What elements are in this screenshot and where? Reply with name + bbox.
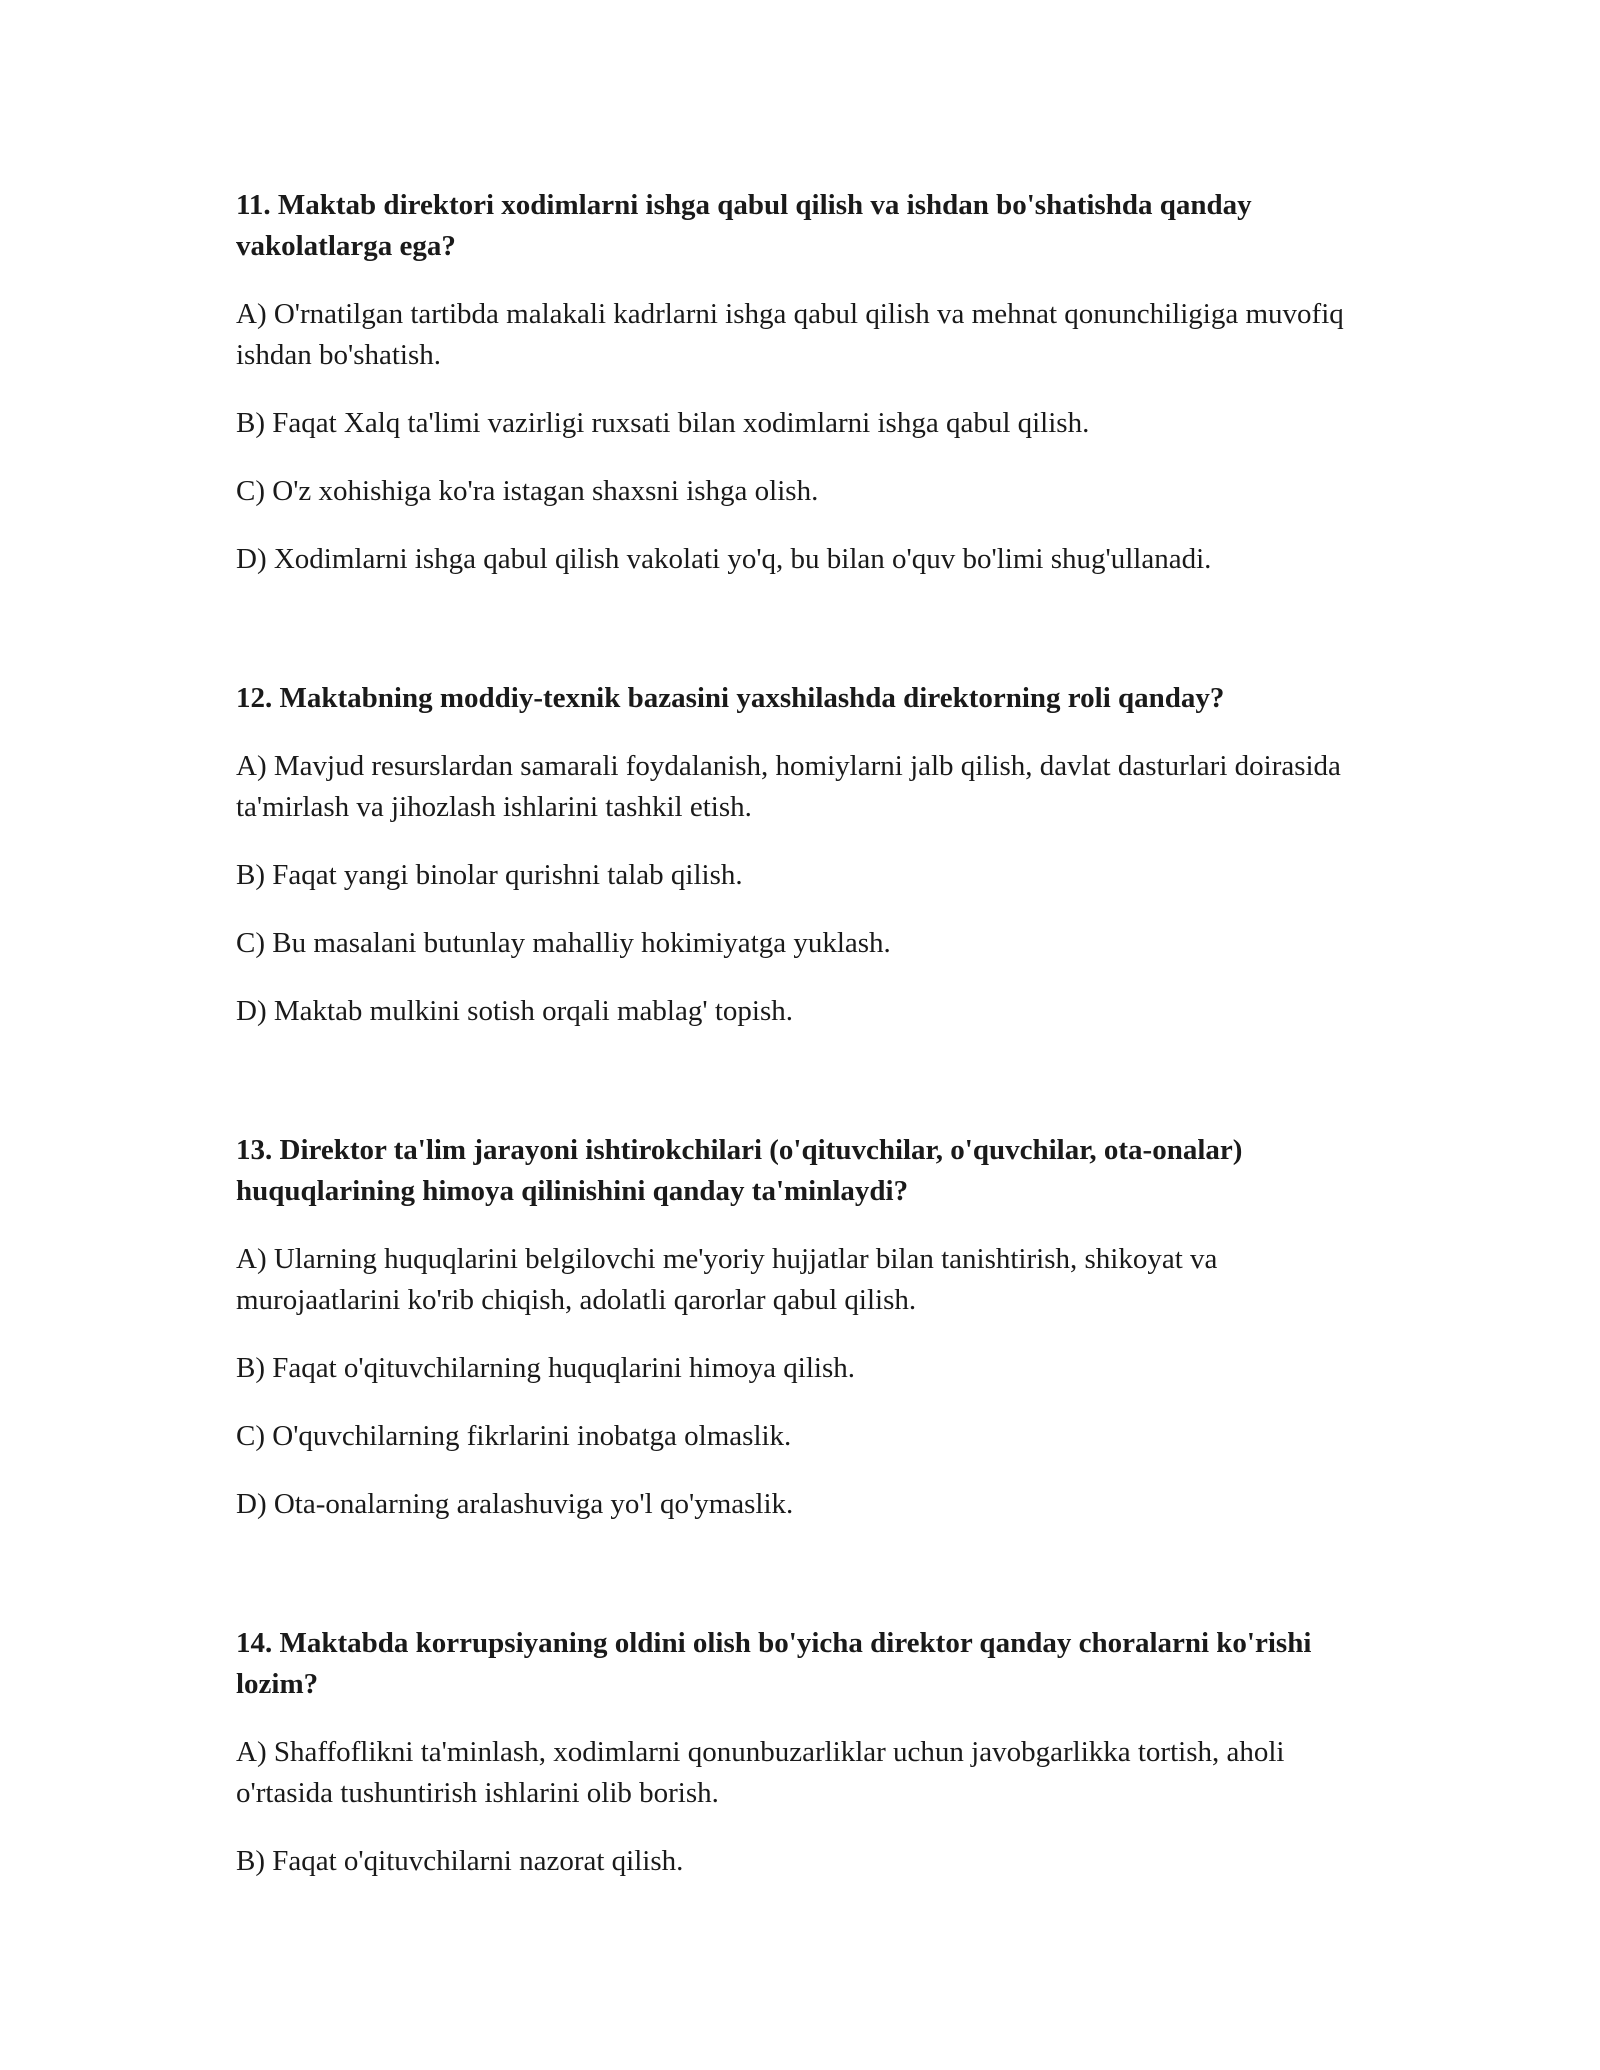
option-c: C) O'z xohishiga ko'ra istagan shaxsni ishga olish. <box>236 475 819 507</box>
option-a: A) Shaffoflikni ta'minlash, xodimlarni qonunbuzarliklar uchun javobgarlikka tortish, aholi o'rtasida tushuntirish ishlarini olib borish. <box>236 1736 1285 1809</box>
option-b: B) Faqat o'qituvchilarning huquqlarini himoya qilish. <box>236 1352 855 1384</box>
option-a: A) Ularning huquqlarini belgilovchi me'yoriy hujjatlar bilan tanishtirish, shikoyat va murojaatlarini ko'rib chiqish, adolatli qarorlar qabul qilish. <box>236 1243 1218 1316</box>
question-title: 11. Maktab direktori xodimlarni ishga qabul qilish va ishdan bo'shatishda qanday vakolatlarga ega? <box>236 189 1252 262</box>
option-d: D) Maktab mulkini sotish orqali mablag' topish. <box>236 995 793 1027</box>
option-d: D) Ota-onalarning aralashuviga yo'l qo'ymaslik. <box>236 1488 794 1520</box>
question-12 <box>236 678 1376 1032</box>
question-title: 12. Maktabning moddiy-texnik bazasini yaxshilashda direktorning roli qanday? <box>236 682 1225 714</box>
option-b: B) Faqat o'qituvchilarni nazorat qilish. <box>236 1845 684 1877</box>
option-a: A) Mavjud resurslardan samarali foydalanish, homiylarni jalb qilish, davlat dasturlari doirasida ta'mirlash va jihozlash ishlarini tashkil etish. <box>236 750 1341 823</box>
option-a: A) O'rnatilgan tartibda malakali kadrlarni ishga qabul qilish va mehnat qonunchiligiga muvofiq ishdan bo'shatish. <box>236 298 1344 371</box>
question-14 <box>236 1623 1376 1882</box>
option-b: B) Faqat Xalq ta'limi vazirligi ruxsati bilan xodimlarni ishga qabul qilish. <box>236 407 1090 439</box>
question-13 <box>236 1130 1376 1525</box>
question-11 <box>236 185 1376 580</box>
question-title: 13. Direktor ta'lim jarayoni ishtirokchilari (o'qituvchilar, o'quvchilar, ota-onalar) huquqlarining himoya qilinishini qanday ta'minlaydi? <box>236 1134 1243 1207</box>
document-page <box>236 185 1376 1980</box>
option-c: C) O'quvchilarning fikrlarini inobatga olmaslik. <box>236 1420 792 1452</box>
option-d: D) Xodimlarni ishga qabul qilish vakolati yo'q, bu bilan o'quv bo'limi shug'ullanadi. <box>236 543 1212 575</box>
option-c: C) Bu masalani butunlay mahalliy hokimiyatga yuklash. <box>236 927 891 959</box>
option-b: B) Faqat yangi binolar qurishni talab qilish. <box>236 859 743 891</box>
question-title: 14. Maktabda korrupsiyaning oldini olish bo'yicha direktor qanday choralarni ko'rishi lozim? <box>236 1627 1312 1700</box>
